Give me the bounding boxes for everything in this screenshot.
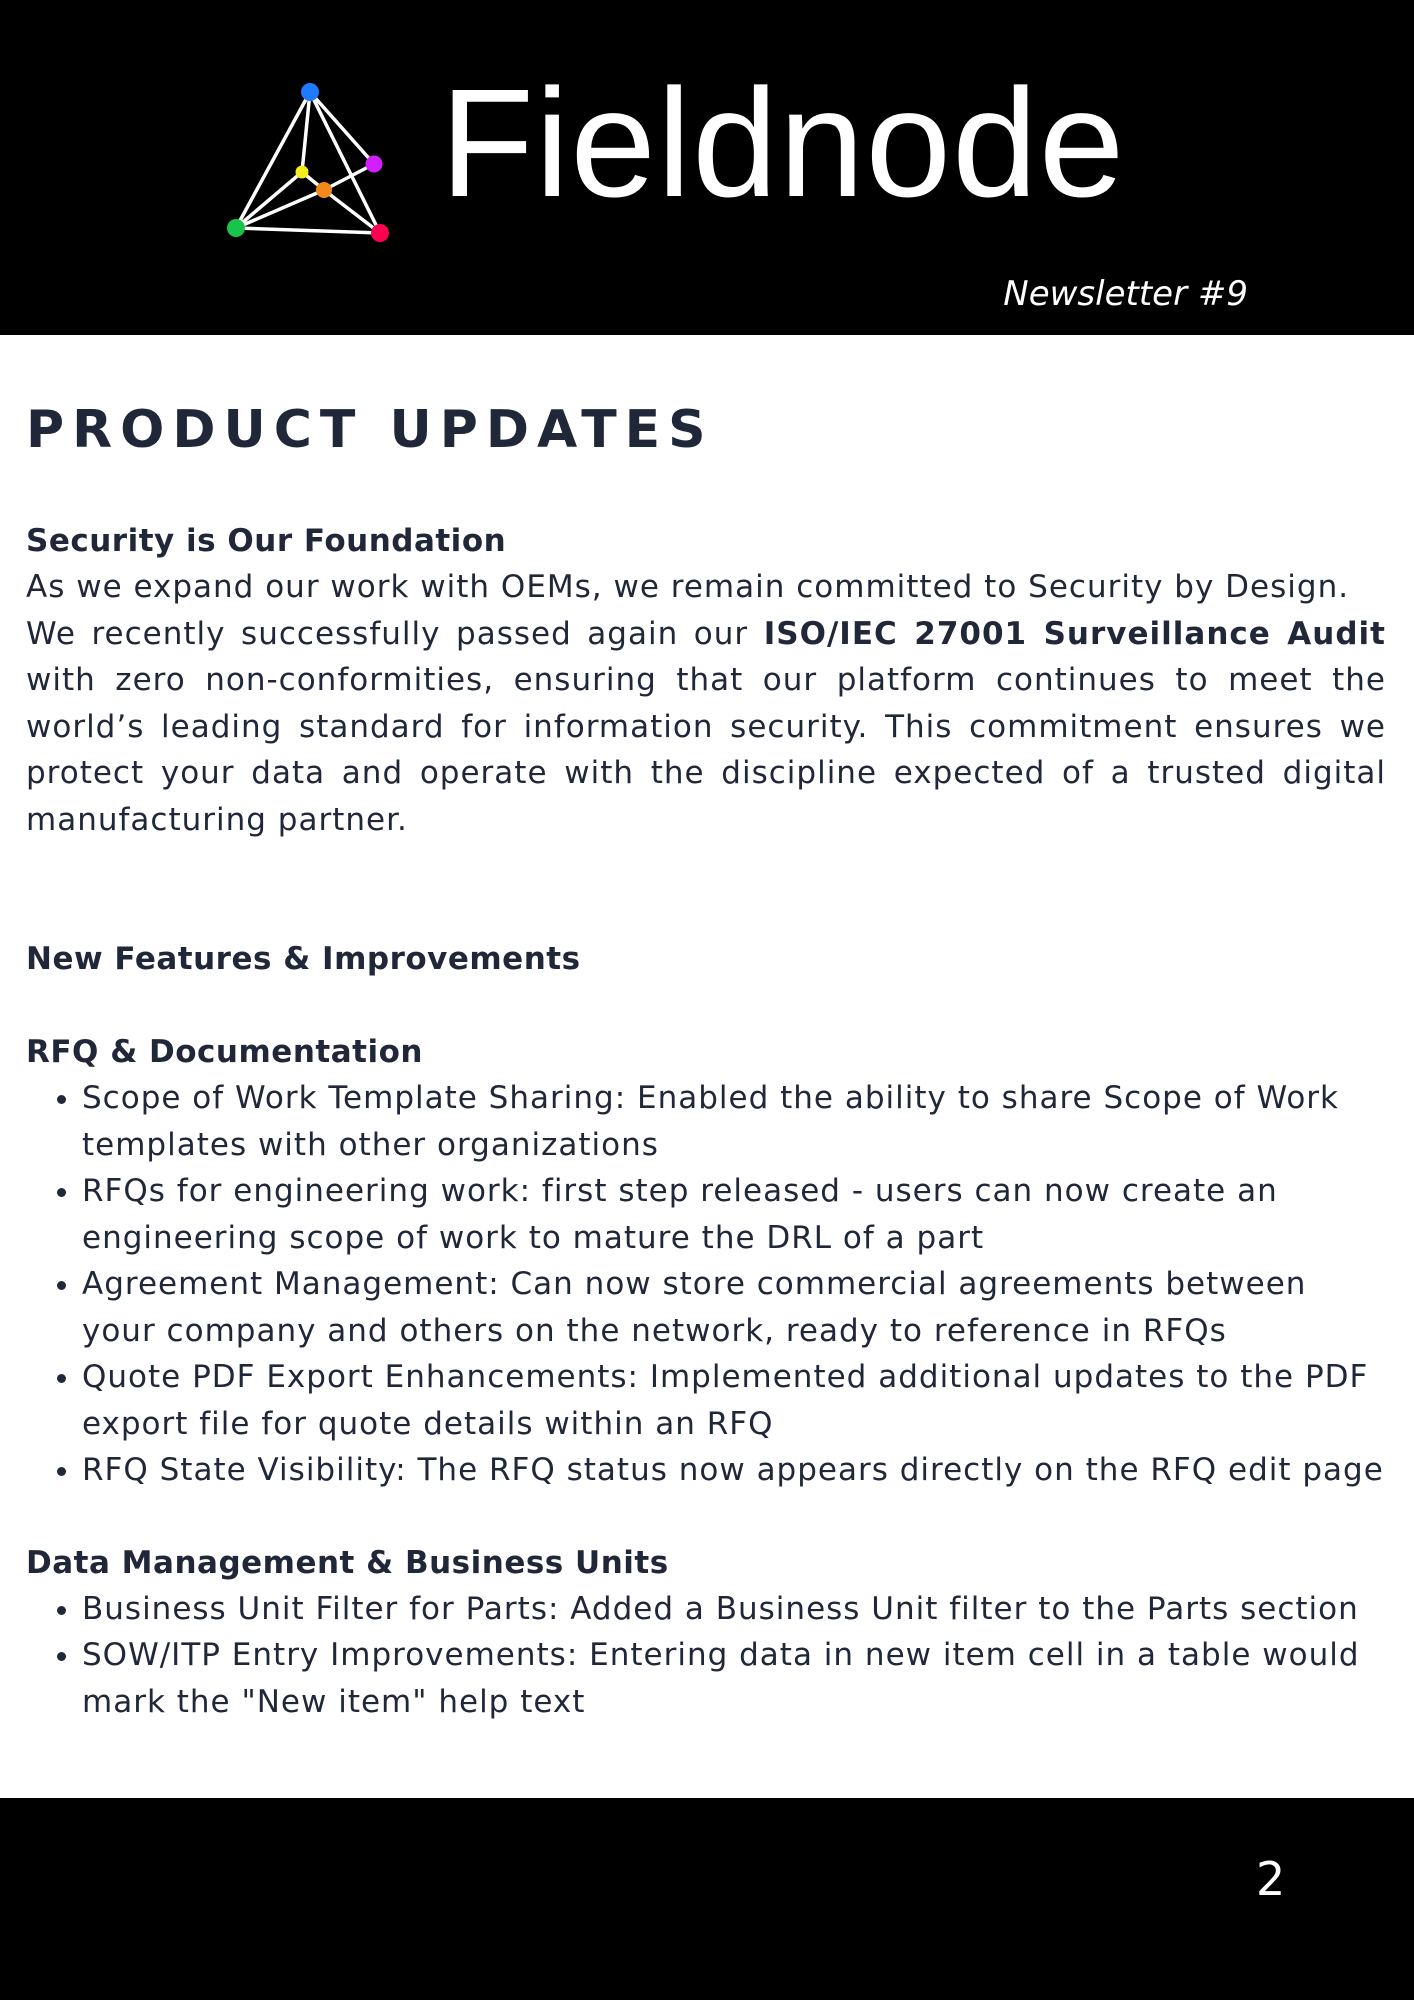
page-number: 2: [1256, 1852, 1286, 1906]
security-paragraph: [26, 611, 1386, 844]
page-footer: [0, 1798, 1414, 2000]
newsletter-issue: Newsletter #9: [1003, 274, 1248, 314]
rfq-heading: RFQ & Documentation: [26, 1034, 423, 1070]
list-item: • Scope of Work Template Sharing: Enabled the ability to share Scope of Work templates with other organizations: [82, 1075, 1386, 1168]
list-item: • RFQs for engineering work: first step released - users can now create an engineering scope of work to mature the DRL of a part: [82, 1168, 1386, 1261]
security-heading: Security is Our Foundation: [26, 523, 507, 559]
data-management-heading: Data Management & Business Units: [26, 1544, 669, 1581]
rfq-list: [26, 1075, 1386, 1494]
list-item: • Quote PDF Export Enhancements: Implemented additional updates to the PDF export file for quote details within an RFQ: [82, 1354, 1386, 1447]
security-intro: As we expand our work with OEMs, we remain committed to Security by Design.: [26, 569, 1350, 605]
newsletter-header: [0, 0, 1414, 335]
network-triangle-logo-icon: [220, 78, 395, 248]
security-text-end: with zero non-conformities, ensuring that our platform continues to meet the world’s leading standard for information security. This commitment ensures we protect your data and operate with the discipline expected of a trusted digital manufacturing partner.: [26, 662, 1386, 838]
list-item: • RFQ State Visibility: The RFQ status now appears directly on the RFQ edit page: [82, 1447, 1386, 1494]
data-management-list: [26, 1586, 1386, 1726]
list-item: • SOW/ITP Entry Improvements: Entering data in new item cell in a table would mark the "New item" help text: [82, 1632, 1386, 1725]
features-heading: New Features & Improvements: [26, 941, 581, 977]
list-item: • Business Unit Filter for Parts: Added a Business Unit filter to the Parts section: [82, 1586, 1386, 1633]
security-text-start: We recently successfully passed again our: [26, 615, 764, 652]
main-content: [26, 400, 1386, 1725]
list-item: • Agreement Management: Can now store commercial agreements between your company and others on the network, ready to reference in RFQs: [82, 1261, 1386, 1354]
brand-wordmark: Fieldnode: [440, 57, 1126, 229]
audit-name: ISO/IEC 27001 Surveillance Audit: [763, 615, 1386, 652]
page-title: PRODUCT UPDATES: [26, 400, 714, 460]
